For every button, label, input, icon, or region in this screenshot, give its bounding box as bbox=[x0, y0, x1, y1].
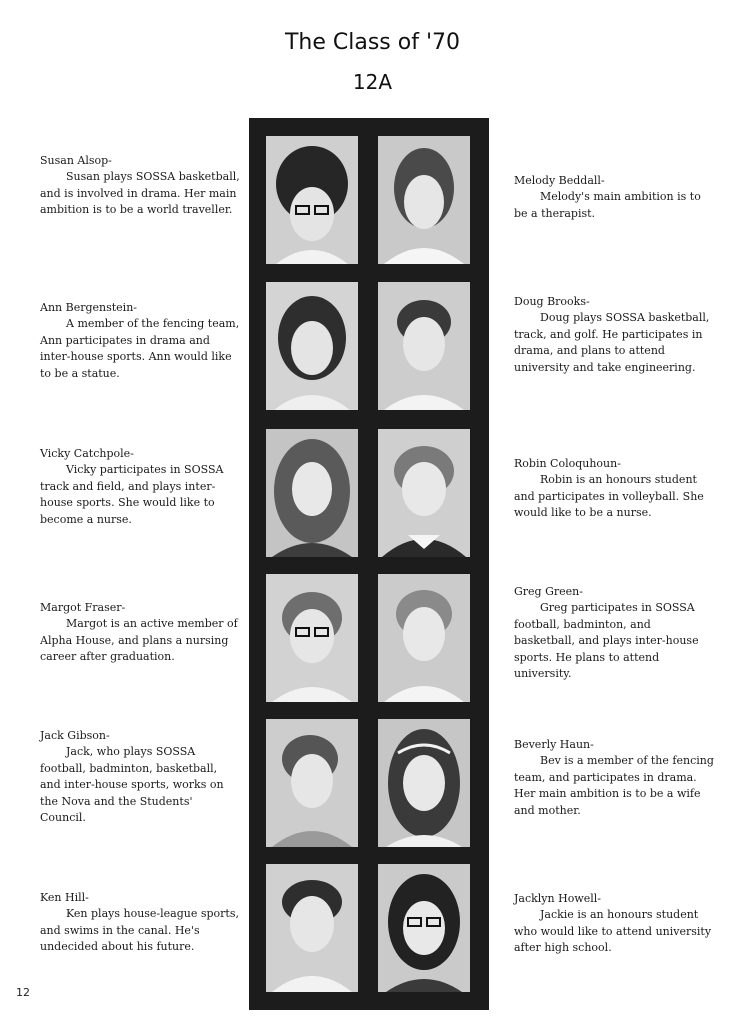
portrait-photo bbox=[266, 864, 358, 992]
portrait-photo bbox=[266, 719, 358, 847]
bio-right-4 bbox=[514, 584, 714, 682]
portrait-photo bbox=[378, 282, 470, 410]
portrait-image bbox=[266, 719, 358, 847]
student-bio: Doug plays SOSSA basketball, track, and golf. He participates in drama, and plans to attend university and take engineering. bbox=[514, 311, 710, 374]
student-bio: A member of the fencing team, Ann participates in drama and inter-house sports. Ann would like to be a statue. bbox=[40, 317, 240, 380]
portrait-photo bbox=[266, 574, 358, 702]
photo-strip bbox=[249, 118, 489, 1010]
bio-left-6 bbox=[40, 890, 240, 956]
portrait-image bbox=[378, 282, 470, 410]
portrait-image bbox=[378, 864, 470, 992]
portrait-photo bbox=[378, 136, 470, 264]
student-bio: Margot is an active member of Alpha House, and plans a nursing career after graduation. bbox=[40, 617, 238, 664]
bio-left-4 bbox=[40, 600, 240, 666]
portrait-image bbox=[266, 136, 358, 264]
bio-left-2 bbox=[40, 300, 240, 382]
student-bio: Jackie is an honours student who would like to attend university after high school. bbox=[514, 908, 712, 955]
student-bio: Bev is a member of the fencing team, and participates in drama. Her main ambition is to be a wife and mother. bbox=[514, 754, 714, 817]
student-name: Vicky Catchpole- bbox=[40, 447, 134, 460]
portrait-image bbox=[266, 282, 358, 410]
bio-right-6 bbox=[514, 891, 714, 957]
portrait-image bbox=[266, 864, 358, 992]
bio-right-1 bbox=[514, 173, 714, 222]
student-name: Ken Hill- bbox=[40, 891, 89, 904]
class-subtitle: 12A bbox=[352, 70, 393, 94]
page-number: 12 bbox=[16, 986, 30, 999]
bio-right-3 bbox=[514, 456, 714, 522]
portrait-photo bbox=[378, 719, 470, 847]
student-bio: Greg participates in SOSSA football, badminton, and basketball, and plays inter-house sports. He plans to attend university. bbox=[514, 601, 699, 681]
bio-left-1 bbox=[40, 153, 240, 219]
student-name: Doug Brooks- bbox=[514, 295, 590, 308]
portrait-photo bbox=[378, 864, 470, 992]
student-name: Jacklyn Howell- bbox=[514, 892, 602, 905]
portrait-image bbox=[266, 574, 358, 702]
bio-right-5 bbox=[514, 737, 714, 819]
student-name: Melody Beddall- bbox=[514, 174, 605, 187]
student-name: Ann Bergenstein- bbox=[40, 301, 137, 314]
student-bio: Vicky participates in SOSSA track and field, and plays inter-house sports. She would like to become a nurse. bbox=[40, 463, 224, 526]
student-name: Jack Gibson- bbox=[40, 729, 110, 742]
portrait-photo bbox=[266, 136, 358, 264]
portrait-photo bbox=[266, 282, 358, 410]
page-title: The Class of '70 bbox=[284, 30, 461, 55]
student-name: Robin Coloquhoun- bbox=[514, 457, 621, 470]
bio-left-5 bbox=[40, 728, 240, 826]
bio-left-3 bbox=[40, 446, 240, 528]
student-bio: Robin is an honours student and participates in volleyball. She would like to be a nurse. bbox=[514, 473, 704, 520]
student-bio: Jack, who plays SOSSA football, badminton, basketball, and inter-house sports, works on the Nova and the Students' Council. bbox=[40, 745, 224, 825]
student-name: Susan Alsop- bbox=[40, 154, 112, 167]
portrait-image bbox=[378, 719, 470, 847]
portrait-photo bbox=[378, 429, 470, 557]
portrait-image bbox=[378, 574, 470, 702]
portrait-image bbox=[266, 429, 358, 557]
student-name: Beverly Haun- bbox=[514, 738, 594, 751]
student-bio: Susan plays SOSSA basketball, and is involved in drama. Her main ambition is to be a world traveller. bbox=[40, 170, 240, 217]
portrait-photo bbox=[266, 429, 358, 557]
student-bio: Ken plays house-league sports, and swims in the canal. He's undecided about his future. bbox=[40, 907, 239, 954]
student-name: Greg Green- bbox=[514, 585, 583, 598]
student-name: Margot Fraser- bbox=[40, 601, 126, 614]
student-bio: Melody's main ambition is to be a therapist. bbox=[514, 190, 701, 220]
portrait-photo bbox=[378, 574, 470, 702]
portrait-image bbox=[378, 136, 470, 264]
bio-right-2 bbox=[514, 294, 714, 376]
portrait-image bbox=[378, 429, 470, 557]
